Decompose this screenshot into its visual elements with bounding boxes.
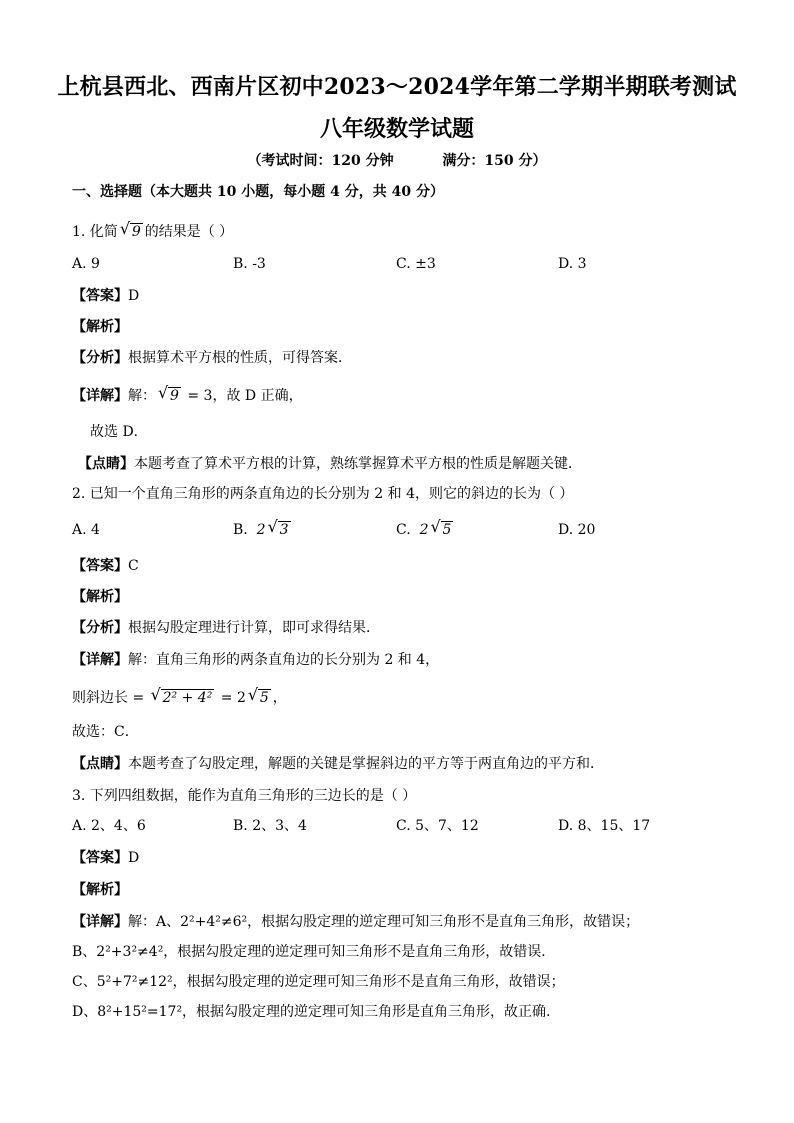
- xiangjie-tag: 【详解】: [72, 388, 128, 404]
- q3-line-a: 解：A、2²+4²≠6²，根据勾股定理的逆定理可知三角形不是直角三角形，故错误；: [128, 914, 640, 930]
- q2-option-b-radicand: 3: [279, 522, 289, 538]
- q1-radicand: 9: [131, 224, 141, 240]
- fenxi-text: 根据勾股定理进行计算，即可求得结果．: [128, 620, 380, 636]
- hyp-eq: = 2: [216, 690, 246, 706]
- hyp-radicand2: 5: [259, 690, 269, 706]
- q3-xiangjie: [72, 912, 639, 932]
- answer-value: C: [128, 558, 139, 574]
- q1-fenxi: [72, 348, 352, 368]
- hyp-radicand: 2² + 4²: [162, 690, 213, 706]
- q1-solution-sqrt: [158, 383, 181, 406]
- q2-analysis-tag: 【解析】: [72, 589, 128, 605]
- exam-subtitle: （考试时间：120 分钟 满分：150 分）: [247, 153, 547, 169]
- q2-stem: 2. 已知一个直角三角形的两条直角边的长分别为 2 和 4，则它的斜边的长为（ ）: [72, 486, 574, 502]
- q2-xiangjie: [72, 650, 439, 670]
- q1-dianjing: [78, 454, 582, 474]
- exam-title-line1: 上杭县西北、西南片区初中2023～2024学年第二学期半期联考测试: [57, 74, 737, 100]
- radical-icon: √: [430, 517, 441, 536]
- q2-hypotenuse: [72, 685, 287, 708]
- fenxi-text: 根据算术平方根的性质，可得答案．: [128, 350, 352, 366]
- xiangjie-tag: 【详解】: [72, 652, 128, 668]
- q3-analysis-tag: 【解析】: [72, 882, 128, 898]
- q3-line-c: C、5²+7²≠12²，根据勾股定理的逆定理可知三角形不是直角三角形，故错误；: [72, 974, 565, 990]
- q2-option-b-coef: 2: [256, 522, 266, 538]
- dianjing-tag: 【点睛】: [72, 756, 128, 772]
- q1-stem: [72, 219, 234, 242]
- radical-icon: √: [158, 383, 169, 402]
- dianjing-tag: 【点睛】: [78, 456, 134, 472]
- q1-stem-pre: 1. 化简: [72, 224, 118, 240]
- q2-option-a: A. 4: [72, 522, 100, 538]
- radical-icon: √: [150, 685, 161, 704]
- xiangjie-tag: 【详解】: [72, 914, 128, 930]
- answer-tag: 【答案】: [72, 288, 128, 304]
- q1-sqrt: [119, 219, 143, 242]
- section-heading: 一、选择题（本大题共 10 小题，每小题 4 分，共 40 分）: [72, 184, 444, 200]
- q1-option-b: B. -3: [233, 256, 266, 272]
- radical-icon: √: [247, 685, 259, 704]
- fenxi-tag: 【分析】: [72, 620, 128, 636]
- q3-option-d: D. 8、15、17: [558, 818, 651, 834]
- q1-answer: [72, 286, 139, 306]
- q2-option-b: [233, 517, 293, 540]
- answer-tag: 【答案】: [72, 850, 128, 866]
- q1-stem-post: 的结果是（ ）: [144, 224, 234, 240]
- q3-answer: [72, 848, 139, 868]
- hyp-pre: 则斜边长 =: [72, 690, 149, 706]
- q3-option-a: A. 2、4、6: [72, 818, 146, 834]
- q2-option-b-sqrt: [267, 517, 291, 540]
- hyp-post: ，: [272, 690, 287, 706]
- q2-fenxi: [72, 618, 380, 638]
- q3-line-b: B、2²+3²≠4²，根据勾股定理的逆定理可知三角形不是直角三角形，故错误．: [72, 944, 556, 960]
- q2-option-d: D. 20: [558, 522, 596, 538]
- q1-analysis-tag: 【解析】: [72, 319, 128, 335]
- q2-option-c: [396, 517, 455, 540]
- q1-option-a: A. 9: [72, 256, 100, 272]
- q2-dianjing: [72, 754, 604, 774]
- q2-option-b-label: B.: [233, 522, 248, 538]
- answer-value: D: [128, 288, 140, 304]
- q1-xiangjie: [72, 383, 303, 406]
- q1-solution-radicand: 9: [170, 388, 179, 404]
- q1-choose: 故选 D．: [90, 424, 148, 440]
- hyp-sqrt: [150, 685, 215, 708]
- radical-icon: √: [119, 219, 131, 238]
- q3-line-d: D、8²+15²=17²，根据勾股定理的逆定理可知三角形是直角三角形，故正确.: [72, 1004, 551, 1020]
- answer-tag: 【答案】: [72, 558, 128, 574]
- dianjing-text: 本题考查了算术平方根的计算，熟练掌握算术平方根的性质是解题关键．: [134, 456, 582, 472]
- exam-title-line2: 八年级数学试题: [319, 116, 474, 142]
- fenxi-tag: 【分析】: [72, 350, 128, 366]
- xiangjie-post: = 3，故 D 正确，: [182, 388, 303, 404]
- q1-option-d: D. 3: [558, 256, 587, 272]
- q2-choose: 故选：C．: [72, 724, 139, 740]
- q2-option-c-label: C.: [396, 522, 411, 538]
- radical-icon: √: [267, 517, 278, 536]
- q3-option-b: B. 2、3、4: [233, 818, 307, 834]
- answer-value: D: [128, 850, 140, 866]
- q3-option-c: C. 5、7、12: [396, 818, 479, 834]
- hyp-sqrt2: [247, 685, 271, 708]
- dianjing-text: 本题考查了勾股定理，解题的关键是掌握斜边的平方等于两直角边的平方和．: [128, 756, 604, 772]
- q1-option-c: C. ±3: [396, 256, 436, 272]
- xiangjie-text: 解：直角三角形的两条直角边的长分别为 2 和 4，: [128, 652, 440, 668]
- q2-option-c-coef: 2: [419, 522, 429, 538]
- q2-option-c-sqrt: [430, 517, 454, 540]
- q2-answer: [72, 556, 139, 576]
- xiangjie-pre: 解：: [128, 388, 156, 404]
- q3-stem: 3. 下列四组数据，能作为直角三角形的三边长的是（ ）: [72, 788, 417, 804]
- q2-option-c-radicand: 5: [442, 522, 452, 538]
